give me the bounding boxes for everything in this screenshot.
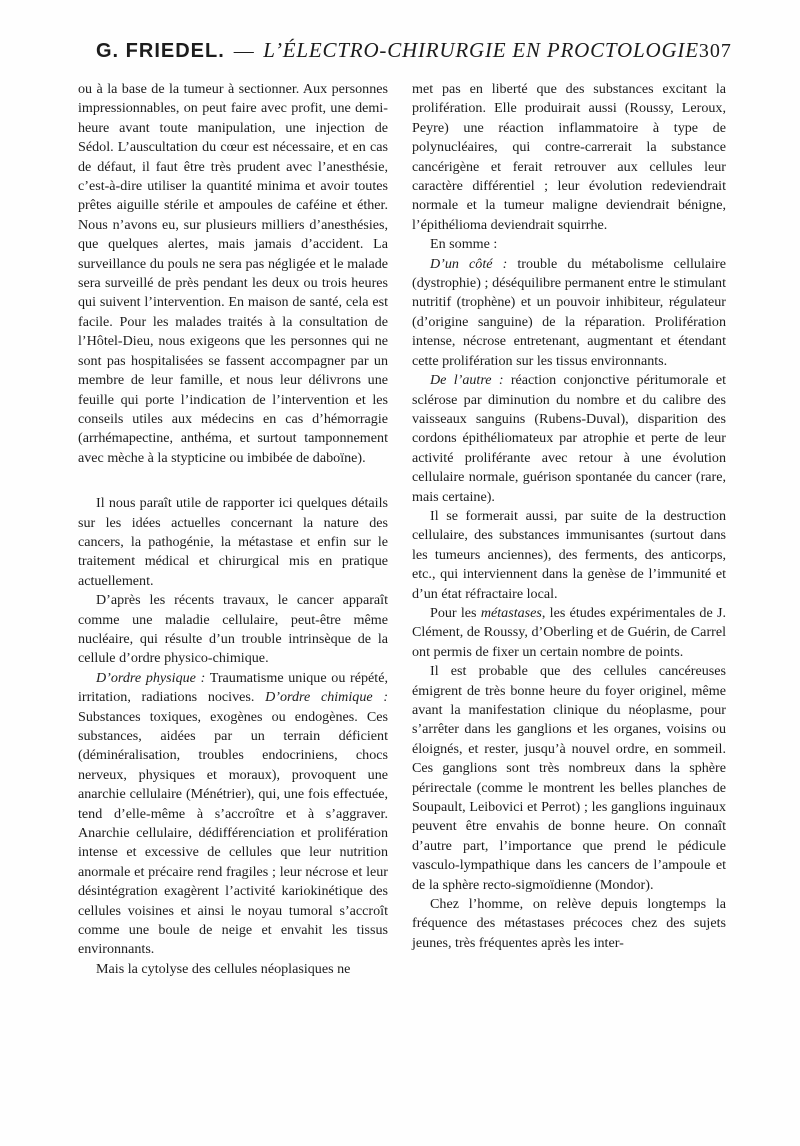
running-head xyxy=(96,38,732,72)
right-paragraph-8: Chez l’homme, on relève depuis longtemps la fréquence des métastases précoces chez des sujets jeunes, très fréquentes après les inter- xyxy=(412,896,726,951)
right-paragraph-7: Il est probable que des cellules cancéreuses émigrent de très bonne heure du foyer originel, même avant la manifestation clinique du néoplasme, pour s’arrêter dans les ganglions et les organes, voisins ou éloignés, et rester, jusqu’à nouvel ordre, en sommeil. Ces ganglions sont très nombreux dans la sphère périrectale (comme le montrent les belles planches de Soupault, Leibovici et Perrot) ; les ganglions inguinaux peuvent être envahis de bonne heure. On connaît d’autre part, l’importance que prend le pédicule vasculo-lympathique dans les cancers de l’ampoule et de la sphère recto-sigmoïdienne (Mondor). xyxy=(412,663,726,893)
metastases-text: , les études expérimentales de J. Clément, de Roussy, d’Oberling et de Guérin, de Carrel ont permis de fixer un certain nombre de points. xyxy=(412,604,727,660)
physical-order-text: Traumatisme unique ou répété, irritation, radiations nocives. xyxy=(78,669,388,706)
metastases-label: métastases xyxy=(480,604,542,621)
right-paragraph-3 xyxy=(412,255,726,371)
right-column xyxy=(412,80,726,953)
one-side-text: trouble du métabolisme cellulaire (dystrophie) ; déséquilibre permanent entre le stimulant nutritif (trophène) et un pouvoir inhibiteur, régulateur (d’origine sanguine) de la réparation. Prolifération intense, nécrose entretenant, augmentant et étendant cette prolifération sur les tissus environnants. xyxy=(412,255,726,369)
left-paragraph-1: ou à la base de la tumeur à sectionner. Aux personnes impressionnables, on peut faire avec profit, une demi-heure avant toute manipulation, une injection de Sédol. L’auscultation du cœur est nécessaire, et en cas de défaut, il faut être très prudent avec l’anesthésie, c’est-à-dire utiliser la quantité minima et avoir toutes prêtes aiguille stérile et ampoules de caféine et éther. Nous n’avons eu, sur plusieurs milliers d’anesthésies, que quelques alertes, mais jamais d’accident. La surveillance du pouls ne sera pas négligée et le malade sera surveillé de près pendant les deux ou trois heures qui suivent l’intervention. En maison de santé, cela est facile. Pour les malades traités à la consultation de l’Hôtel-Dieu, nous exigeons que les personnes qui ne sont pas hospitalisées se fassent accompagner par un membre de leur famille, et nous leur délivrons une feuille qui porte l’indication de l’intervention et les conseils utiles aux médecins en cas d’hémorragie (arrhémapectine, anthéma, et surtout tamponnement avec mèche à la stypticine ou imbibée de daboïne). xyxy=(78,81,388,466)
right-paragraph-5: Il se formerait aussi, par suite de la destruction cellulaire, des substances immunisantes (surtout dans les tumeurs anciennes), des ferments, des anticorps, etc., qui interviennent dans la genèse de l’immunité et d’un état réfractaire local. xyxy=(412,507,726,602)
other-side-label: De l’autre : xyxy=(430,372,504,389)
one-side-label: D’un côté : xyxy=(430,255,508,272)
header-separator: — xyxy=(233,40,255,62)
chemical-order-label: D’ordre chimique : xyxy=(265,689,389,706)
metastases-prefix: Pour les xyxy=(430,604,481,621)
right-paragraph-2: En somme : xyxy=(430,236,498,253)
page-number: 307 xyxy=(698,40,732,62)
other-side-text: réaction conjonctive péritumorale et sclérose par diminution du nombre et du calibre des vaisseaux sanguins (Rubens-Duval), disparition des cordons épithéliomateux par atrophie et perte de leur activité proliférante avec retour à une évolution cellulaire normale, guérison spontanée du cancer (rare, mais certaine). xyxy=(412,372,727,505)
left-paragraph-5: Mais la cytolyse des cellules néoplasiques ne xyxy=(96,960,351,977)
header-title-group xyxy=(96,38,699,63)
left-paragraph-2: Il nous paraît utile de rapporter ici quelques détails sur les idées actuelles concernant la nature des cancers, la pathogénie, la métastase et enfin sur le traitement médical et chirurgical mis en pratique actuellement. xyxy=(78,495,388,589)
header-title: L’ÉLECTRO-CHIRURGIE EN PROCTOLOGIE xyxy=(263,38,699,62)
left-paragraph-3: D’après les récents travaux, le cancer apparaît comme une maladie cellulaire, peut-être même nucléaire, qui résulte d’un trouble intrinsèque de la cellule d’ordre physico-chimique. xyxy=(78,592,388,667)
physical-order-label: D’ordre physique : xyxy=(96,669,206,686)
chemical-order-text: Substances toxiques, exogènes ou endogènes. Ces substances, aidées par un terrain déficient (déminéralisation, troubles endocriniens, chocs nerveux, physiques et moraux), provoquent une anarchie cellulaire (Ménétrier), qui, une fois effectuée, tend d’elle-même à s’accroître et à s’aggraver. Anarchie cellulaire, dédifférenciation et prolifération intense et excessive de cellules que leur nutrition anormale et précaire rend fragiles ; leur nécrose et leur désintégration exagèrent l’activité kariokinétique des cellules voisines et ainsi le noyau tumoral s’accroît comme une boule de neige et envahit les tissus environnants. xyxy=(78,708,388,958)
header-author: G. FRIEDEL. xyxy=(96,40,225,62)
left-paragraph-4 xyxy=(78,669,388,960)
left-column xyxy=(78,80,388,979)
right-paragraph-1: met pas en liberté que des substances excitant la prolifération. Elle produirait aussi (Roussy, Leroux, Peyre) une réaction inflammatoire à type de polynucléaires, qui contre-carrerait la substance cancérigène et ferait retrouver aux cellules leur caractère différentiel ; leur évolution redeviendrait normale et la tumeur maligne deviendrait bénigne, l’épithélioma deviendrait squirrhe. xyxy=(412,81,726,233)
right-paragraph-4 xyxy=(412,371,726,507)
right-paragraph-6 xyxy=(412,604,726,662)
